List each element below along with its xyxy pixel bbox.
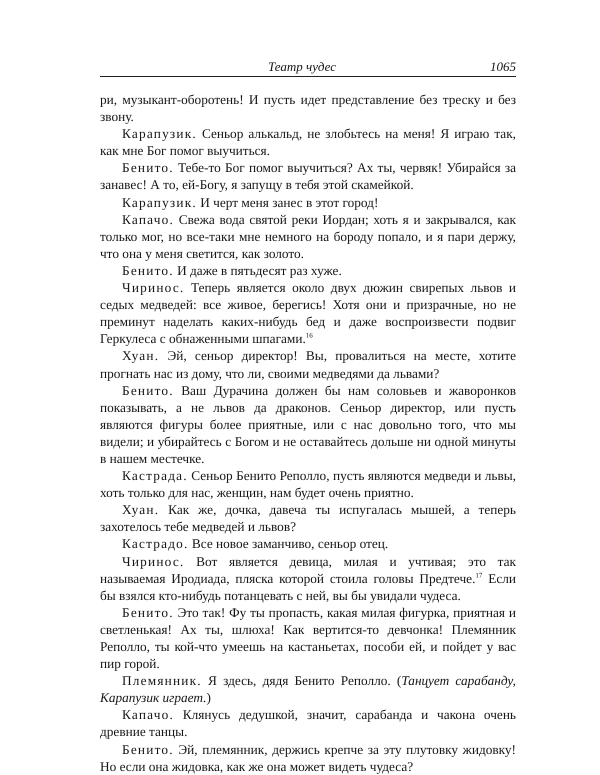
speaker-name: Капачо. (122, 707, 174, 723)
speaker-name: Кастрада. (122, 468, 188, 484)
speaker-name: Бенито. (122, 741, 174, 757)
speaker-name: Кастрадо. (122, 536, 189, 552)
stage-direction: Танцует сарабанду, Карапузик играет. (100, 673, 516, 706)
paragraph (100, 672, 516, 706)
paragraph (100, 125, 516, 159)
paragraph-text: Это так! Фу ты пропасть, какая милая фигурка, приятная и светленькая! Ах ты, шлюха! Как вертится-то девчонка! Племянник Реполло, ты кой-что умеешь на кастаньетах, пособи ей, и пойдет у вас пир горой. (100, 604, 516, 672)
paragraph-text: Вот является девица, милая и учтивая; это так называемая Иродиада, пляска которой стоила головы Предтече. (100, 553, 516, 586)
paragraph (100, 706, 516, 740)
paragraph (100, 91, 516, 125)
paragraph-text: Свежа вода святой реки Иордан; хоть я и закрывался, как только мог, но все-таки мне немного на бороду попало, и я пари держу, что она у меня светится, как золото. (100, 211, 516, 261)
speaker-name: Племянник. (122, 673, 202, 689)
speaker-name: Хуан. (122, 502, 160, 518)
speaker-name: Хуан. (122, 348, 160, 364)
body-text (100, 91, 516, 775)
paragraph-text: Тебе-то Бог помог выучиться? Ах ты, червяк! Убирайся за занавес! А то, ей-Богу, я запущу в тебя этой скамейкой. (100, 160, 516, 193)
paragraph-text: И черт меня занес в этот город! (196, 194, 379, 210)
running-header (100, 60, 516, 77)
paragraph-text: Эй, племянник, держись крепче за эту плутовку жидовку! Но если она жидовка, как же она может видеть чудеса? (100, 741, 516, 774)
paragraph-text: Я здесь, дядя Бенито Реполло. ( (201, 673, 402, 689)
paragraph-text: Эй, сеньор директор! Вы, провалиться на месте, хотите прогнать нас из дому, что ли, своими медведями да львами? (100, 348, 516, 381)
paragraph (100, 279, 516, 347)
footnote-marker: 17 (475, 571, 483, 580)
footnote-marker: 16 (305, 331, 313, 340)
speaker-name: Чиринос. (122, 280, 185, 296)
paragraph (100, 347, 516, 381)
speaker-name: Бенито. (122, 604, 174, 620)
running-title: Театр чудес (268, 59, 337, 74)
paragraph (100, 553, 516, 604)
paragraph-text: Как же, дочка, давеча ты испугалась мышей, а теперь захотелось тебе медведей и львов? (100, 502, 516, 535)
speaker-name: Бенито. (122, 382, 174, 398)
paragraph-text: Все новое заманчиво, сеньор отец. (188, 536, 389, 552)
paragraph (100, 467, 516, 501)
speaker-name: Бенито. (122, 262, 174, 278)
paragraph-text: Если бы взялся кто-нибудь потанцевать с ней, вы бы увидали чудеса. (100, 570, 516, 603)
page-number: 1065 (490, 59, 516, 74)
paragraph (100, 194, 516, 211)
speaker-name: Капачо. (122, 211, 174, 227)
paragraph-text: Теперь является около двух дюжин свирепых львов и седых медведей: все живое, берегись! Хотя они и призрачные, но не преминут наделать каких-нибудь бед и даже воспроизвести подвиг Геркулеса с обнаженными шпагами. (100, 280, 516, 347)
paragraph-text: Сеньор алькальд, не злобьтесь на меня! Я играю так, как мне Бог помог выучиться. (100, 126, 516, 159)
paragraph-text: ) (206, 690, 211, 706)
paragraph (100, 741, 516, 775)
paragraph-text: Ваш Дурачина должен бы нам соловьев и жаворонков показывать, а не львов да драконов. Сеньор директор, или пусть являются фигуры более приятные, или с нас довольно того, что мы видели; и убирайтесь с Богом и не оставайтесь дольше ни одной минуты в нашем местечке. (100, 382, 516, 466)
paragraph-text: И даже в пятьдесят раз хуже. (173, 262, 342, 278)
paragraph (100, 262, 516, 279)
speaker-name: Бенито. (122, 160, 174, 176)
speaker-name: Карапузик. (122, 194, 197, 210)
speaker-name: Карапузик. (122, 126, 197, 142)
paragraph (100, 211, 516, 262)
paragraph (100, 159, 516, 193)
speaker-name: Чиринос. (122, 553, 185, 569)
paragraph-text: Клянусь дедушкой, значит, сарабанда и чакона очень древние танцы. (100, 707, 516, 740)
paragraph-text: Сеньор Бенито Реполло, пусть являются медведи и львы, хоть только для нас, женщин, нам будет очень приятно. (100, 468, 516, 501)
paragraph-text: ри, музыкант-оборотень! И пусть идет представление без треску и без звону. (100, 92, 516, 125)
paragraph (100, 501, 516, 535)
paragraph (100, 604, 516, 672)
paragraph (100, 382, 516, 467)
paragraph (100, 535, 516, 552)
